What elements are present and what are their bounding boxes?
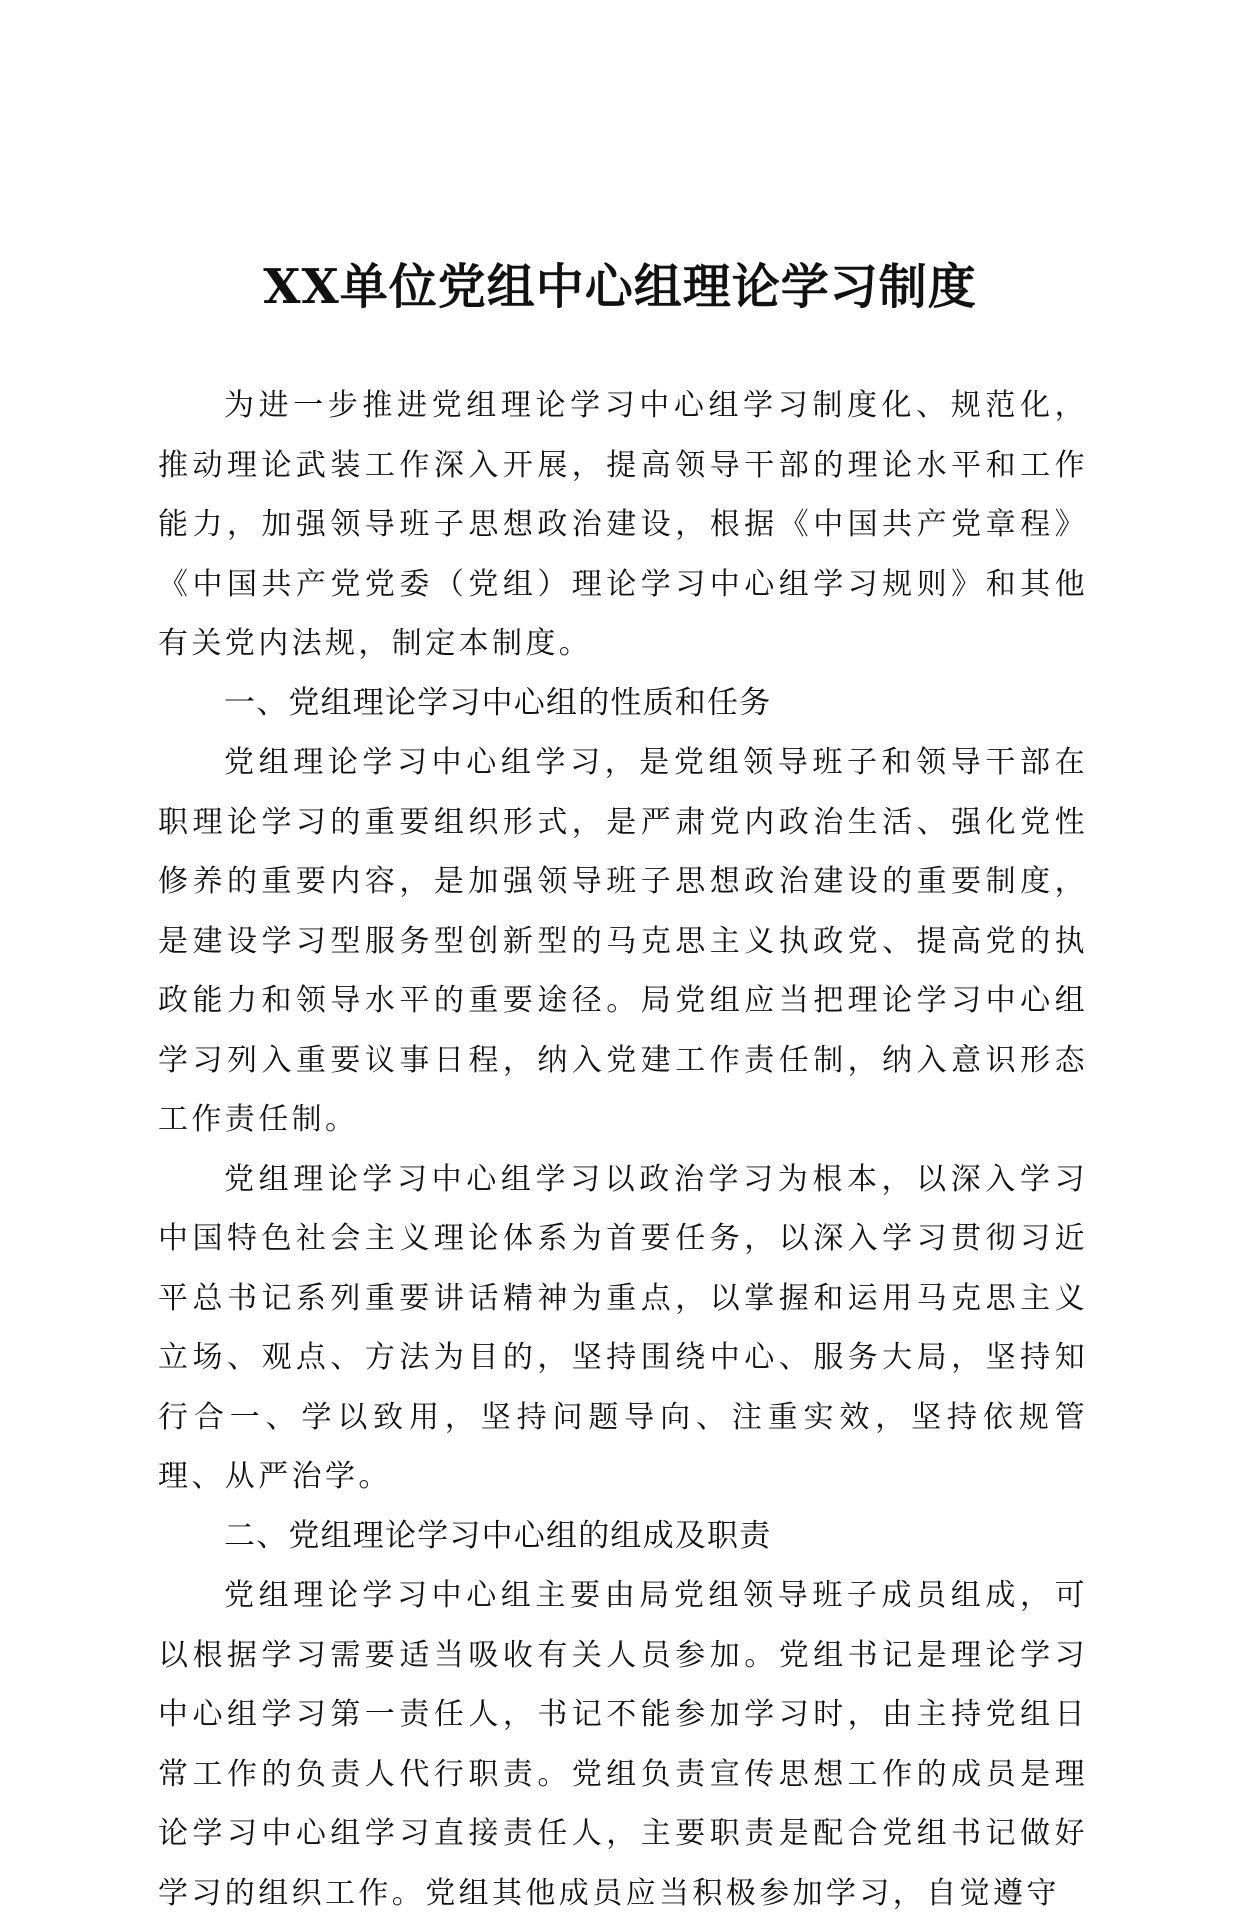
- section-1-paragraph-2: 党组理论学习中心组学习以政治学习为根本，以深入学习中国特色社会主义理论体系为首要任务，以深入学习贯彻习近平总书记系列重要讲话精神为重点，以掌握和运用马克思主义立场、观点、方法为目的，坚持围绕中心、服务大局，坚持知行合一、学以致用，坚持问题导向、注重实效，坚持依规管理、从严治学。: [158, 1161, 1088, 1494]
- document-title: XX单位党组中心组理论学习制度: [263, 259, 977, 315]
- intro-paragraph: 为进一步推进党组理论学习中心组学习制度化、规范化，推动理论武装工作深入开展，提高领导干部的理论水平和工作能力，加强领导班子思想政治建设，根据《中国共产党章程》《中国共产党党委（党组）理论学习中心组学习规则》和其他有关党内法规，制定本制度。: [158, 388, 1088, 661]
- document-body: [158, 376, 1088, 1923]
- section-2-paragraph-1: 党组理论学习中心组主要由局党组领导班子成员组成，可以根据学习需要适当吸收有关人员参加。党组书记是理论学习中心组学习第一责任人，书记不能参加学习时，由主持党组日常工作的负责人代行职责。党组负责宣传思想工作的成员是理论学习中心组学习直接责任人，主要职责是配合党组书记做好学习的组织工作。党组其他成员应当积极参加学习，自觉遵守: [158, 1578, 1088, 1911]
- section-1-paragraph-1: 党组理论学习中心组学习，是党组领导班子和领导干部在职理论学习的重要组织形式，是严肃党内政治生活、强化党性修养的重要内容，是加强领导班子思想政治建设的重要制度，是建设学习型服务型创新型的马克思主义执政党、提高党的执政能力和领导水平的重要途径。局党组应当把理论学习中心组学习列入重要议事日程，纳入党建工作责任制，纳入意识形态工作责任制。: [158, 745, 1088, 1137]
- section-heading-2: 二、党组理论学习中心组的组成及职责: [224, 1517, 772, 1554]
- section-heading-1: 一、党组理论学习中心组的性质和任务: [224, 684, 772, 721]
